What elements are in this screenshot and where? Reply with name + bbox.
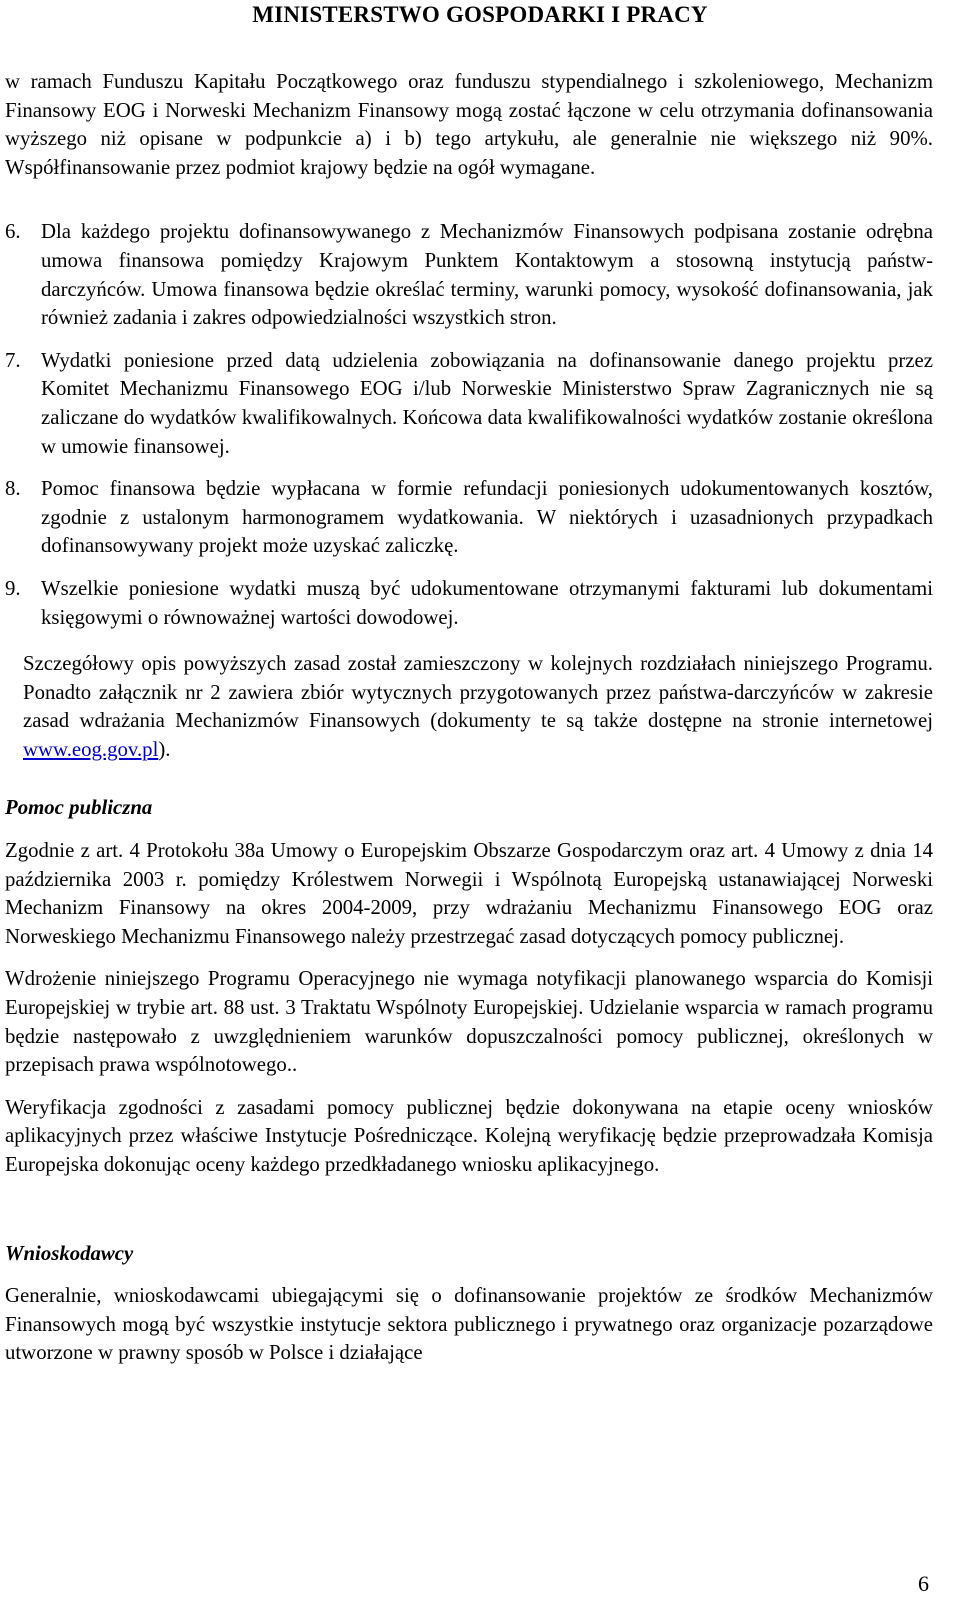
- summary-text-end: ).: [158, 737, 171, 761]
- document-header: MINISTERSTWO GOSPODARKI I PRACY: [252, 2, 708, 27]
- intro-paragraph: w ramach Funduszu Kapitału Początkowego oraz funduszu stypendialnego i szkoleniowego, Mechanizm Finansowy EOG i Norweski Mechanizm Finansowy mogą zostać łączone w celu otrzymania dofinansowania wyższego niż opisane w podpunkcie a) i b) tego artykułu, ale generalnie nie większego niż 90%. Współfinansowanie przez podmiot krajowy będzie na ogół wymagane.: [5, 70, 933, 179]
- list-item-number: 6.: [5, 220, 21, 244]
- public-aid-paragraph: Weryfikacja zgodności z zasadami pomocy publicznej będzie dokonywana na etapie oceny wniosków aplikacyjnych przez właściwe Instytucje Pośredniczące. Kolejną weryfikację będzie przeprowadzała Komisja Europejska dokonując oceny każdego przedkładanego wniosku aplikacyjnego.: [5, 1095, 933, 1176]
- list-item: [5, 475, 933, 561]
- list-item: [5, 575, 933, 632]
- section-heading-applicants: Wnioskodawcy: [5, 1241, 134, 1265]
- section-heading-public-aid: Pomoc publiczna: [5, 796, 153, 820]
- document-body: [5, 68, 933, 1368]
- list-item-number: 8.: [5, 477, 21, 501]
- list-item-text: Wszelkie poniesione wydatki muszą być udokumentowane otrzymanymi fakturami lub dokumentami księgowymi o równoważnej wartości dowodowej.: [41, 576, 933, 629]
- list-item: [5, 347, 933, 461]
- summary-text: Szczegółowy opis powyższych zasad został zamieszczony w kolejnych rozdziałach niniejszego Programu. Ponadto załącznik nr 2 zawiera zbiór wytycznych przygotowanych przez państwa-darczyńców w zakresie zasad wdrażania Mechanizmów Finansowych (dokumenty te są także dostępne na stronie internetowej: [23, 652, 933, 733]
- summary-paragraph: [23, 650, 933, 764]
- list-item-text: Wydatki poniesione przed datą udzielenia zobowiązania na dofinansowanie danego projektu przez Komitet Mechanizmu Finansowego EOG i/lub Norweskie Ministerstwo Spraw Zagranicznych nie są zaliczane do wydatków kwalifikowalnych. Końcowa data kwalifikowalności wydatków zostanie określona w umowie finansowej.: [41, 348, 933, 458]
- page-number: 6: [918, 1571, 929, 1596]
- list-item: [5, 218, 933, 332]
- list-item-number: 7.: [5, 348, 21, 372]
- website-link[interactable]: www.eog.gov.pl: [23, 737, 159, 761]
- public-aid-paragraph: Wdrożenie niniejszego Programu Operacyjnego nie wymaga notyfikacji planowanego wsparcia do Komisji Europejskiej w trybie art. 88 ust. 3 Traktatu Wspólnoty Europejskiej. Udzielanie wsparcia w ramach programu będzie następowało z uwzględnieniem warunków dopuszczalności pomocy publicznej, określonych w przepisach prawa wspólnotowego..: [5, 967, 933, 1077]
- applicants-paragraph: Generalnie, wnioskodawcami ubiegającymi się o dofinansowanie projektów ze środków Mechanizmów Finansowych mogą być wszystkie instytucje sektora publicznego i prywatnego oraz organizacje pozarządowe utworzone w prawny sposób w Polsce i działające: [5, 1284, 933, 1365]
- public-aid-paragraph: Zgodnie z art. 4 Protokołu 38a Umowy o Europejskim Obszarze Gospodarczym oraz art. 4 Umowy z dnia 14 października 2003 r. pomiędzy Królestwem Norwegii i Wspólnotą Europejską ustanawiającej Norweski Mechanizm Finansowy na okres 2004-2009, przy wdrażaniu Mechanizmu Finansowego EOG oraz Norweskiego Mechanizmu Finansowego należy przestrzegać zasad dotyczących pomocy publicznej.: [5, 839, 933, 948]
- list-item-text: Pomoc finansowa będzie wypłacana w formie refundacji poniesionych udokumentowanych kosztów, zgodnie z ustalonym harmonogramem wydatkowania. W niektórych i uzasadnionych przypadkach dofinansowywany projekt może uzyskać zaliczkę.: [41, 477, 933, 558]
- list-item-number: 9.: [5, 576, 21, 600]
- list-item-text: Dla każdego projektu dofinansowywanego z Mechanizmów Finansowych podpisana zostanie odrębna umowa finansowa pomiędzy Krajowym Punktem Kontaktowym a stosowną instytucją państw-darczyńców. Umowa finansowa będzie określać terminy, warunki pomocy, wysokość dofinansowania, jak również zadania i zakres odpowiedzialności wszystkich stron.: [41, 220, 933, 330]
